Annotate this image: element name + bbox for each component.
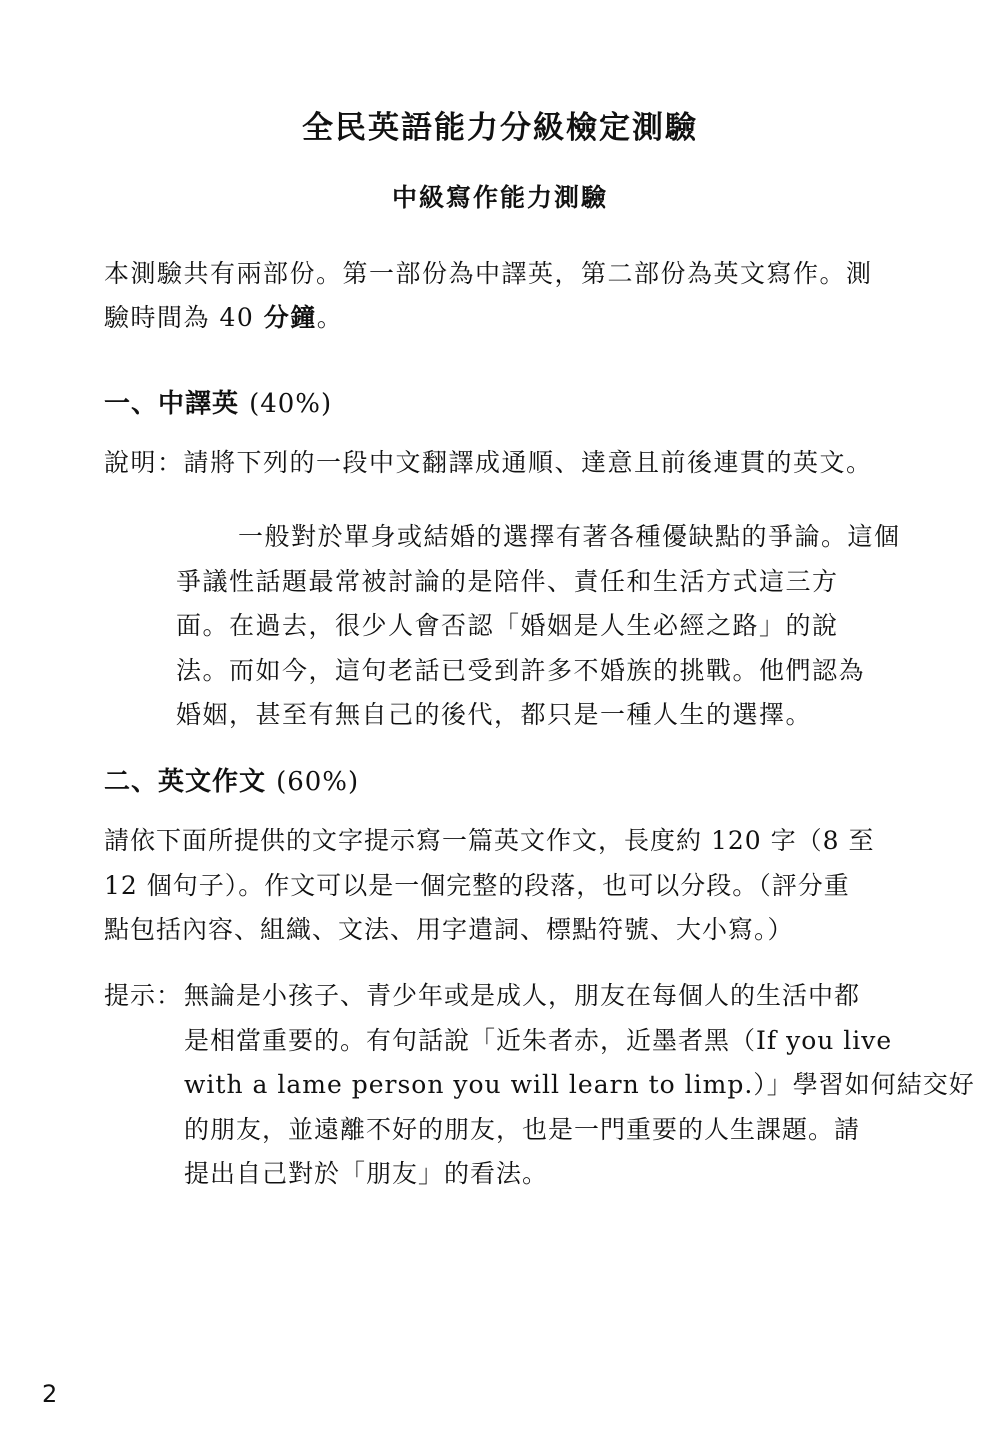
intro-line-1: 本測驗共有兩部份。第一部份為中譯英，第二部份為英文寫作。測 xyxy=(104,259,873,288)
hint-line: 提出自己對於「朋友」的看法。 xyxy=(184,1159,549,1188)
description-line: 請依下面所提供的文字提示寫一篇英文作文，長度約 120 字（8 至 xyxy=(104,826,875,855)
passage-line: 一般對於單身或結婚的選擇有著各種優缺點的爭論。這個 xyxy=(238,522,901,551)
hint-line: 的朋友，並遠離不好的朋友，也是一門重要的人生課題。請 xyxy=(184,1114,861,1144)
description-line: 12 個句子）。作文可以是一個完整的段落，也可以分段。（評分重 xyxy=(104,870,850,900)
passage-line: 爭議性話題最常被討論的是陪伴、責任和生活方式這三方 xyxy=(176,566,839,596)
intro-line-2-prefix: 驗時間為 40 xyxy=(104,303,264,332)
intro-line-2-bold: 分鐘 xyxy=(263,303,317,332)
description-line: 點包括內容、組織、文法、用字遣詞、標點符號、大小寫。） xyxy=(104,915,794,944)
passage-line: 面。在過去，很少人會否認「婚姻是人生必經之路」的說 xyxy=(176,611,839,640)
page-title: 全民英語能力分級檢定測驗 xyxy=(302,110,698,146)
page-number: 2 xyxy=(42,1380,58,1408)
section-1-weight: (40%) xyxy=(249,389,333,419)
section-2-heading xyxy=(104,761,359,798)
page-subtitle: 中級寫作能力測驗 xyxy=(391,183,608,212)
intro-paragraph xyxy=(104,252,896,340)
hint-label: 提示： xyxy=(104,981,183,1010)
intro-line-2-suffix: 。 xyxy=(316,303,344,332)
hint-line: 無論是小孩子、青少年或是成人，朋友在每個人的生活中都 xyxy=(184,981,861,1010)
section-2-title: 二、英文作文 xyxy=(104,767,267,797)
hint-line: 是相當重要的。有句話說「近朱者赤，近墨者黑（If you live xyxy=(184,1025,893,1055)
hint-body xyxy=(184,974,975,1197)
section-1-title: 一、中譯英 xyxy=(104,389,240,419)
section-2-weight: (60%) xyxy=(276,767,360,797)
hint-line: with a lame person you will learn to limp.）」學習如何結交好 xyxy=(184,1070,975,1099)
passage-line: 婚姻，甚至有無自己的後代，都只是一種人生的選擇。 xyxy=(176,700,813,729)
translation-passage xyxy=(176,515,901,738)
section-1-instruction: 說明：請將下列的一段中文翻譯成通順、達意且前後連貫的英文。 xyxy=(104,448,873,477)
section-2-description xyxy=(104,819,898,953)
section-1-heading xyxy=(104,383,332,420)
passage-line: 法。而如今，這句老話已受到許多不婚族的挑戰。他們認為 xyxy=(176,655,866,685)
